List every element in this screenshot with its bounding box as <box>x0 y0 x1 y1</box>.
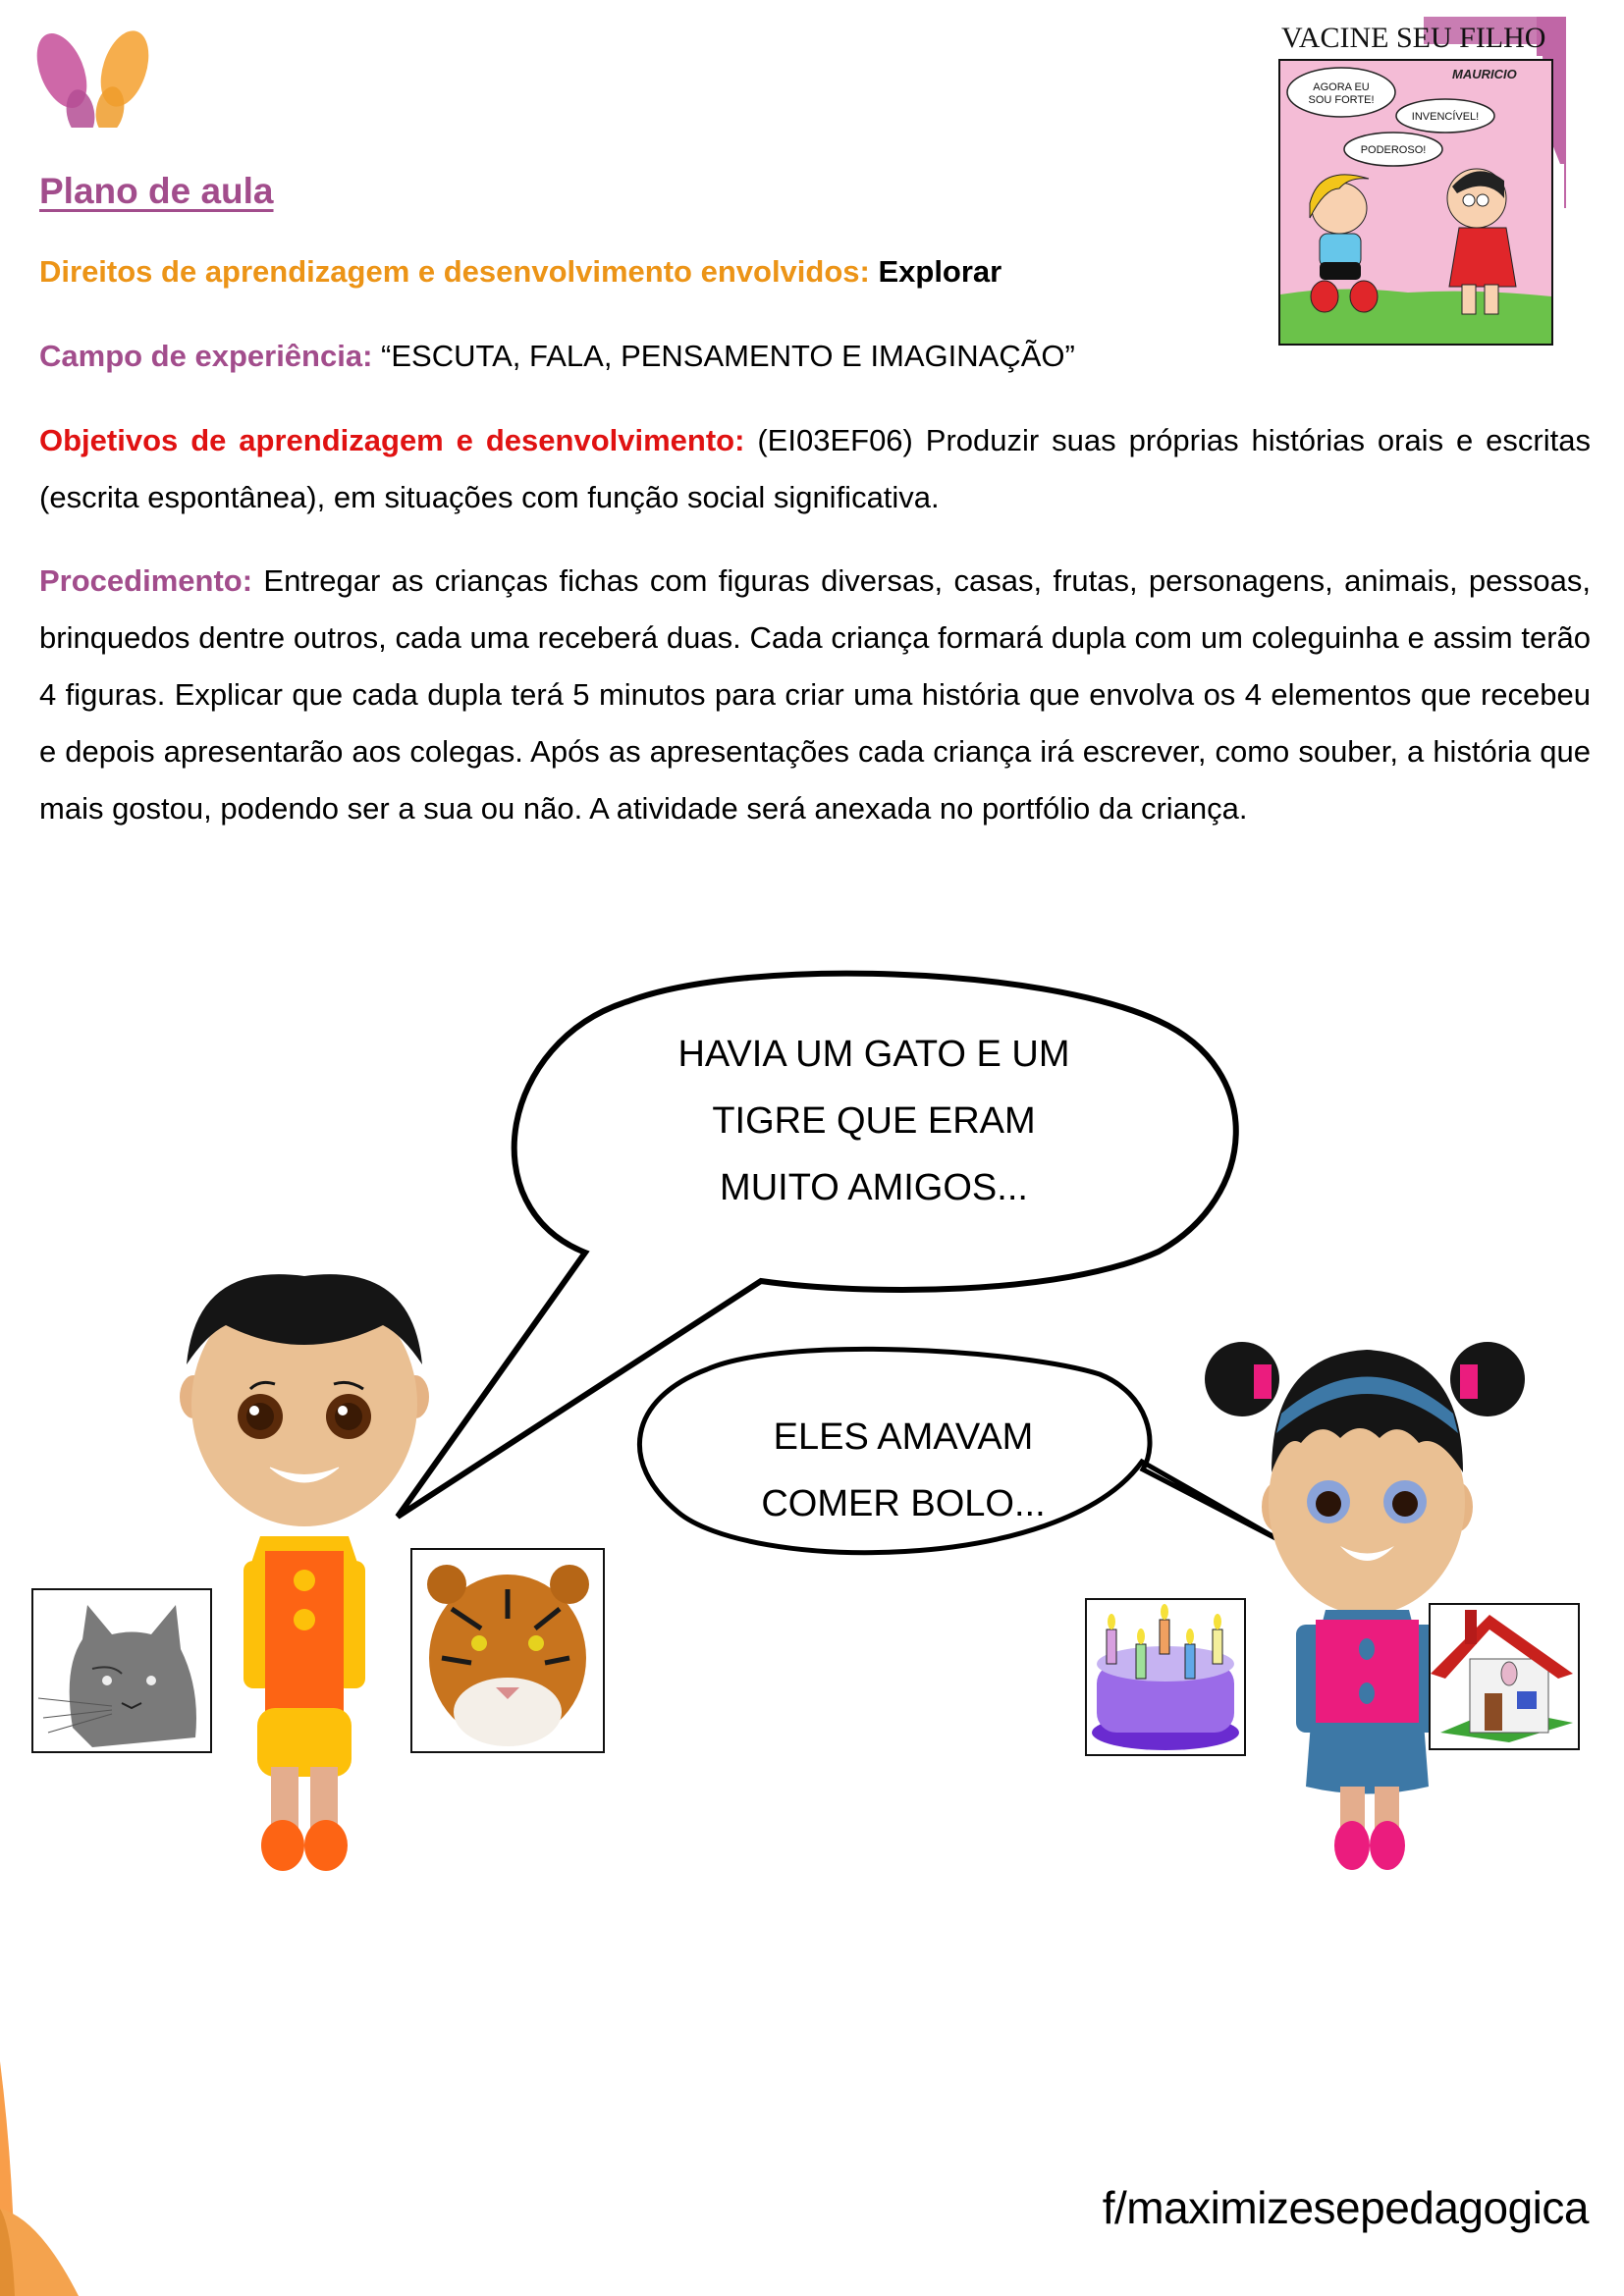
tiger-picture-card <box>410 1548 605 1753</box>
boy-bubble-line-1: HAVIA UM GATO E UM <box>677 1034 1070 1075</box>
rights-line <box>39 243 1001 300</box>
cat-picture-card <box>31 1588 212 1753</box>
cake-icon <box>1087 1600 1244 1754</box>
objectives-value: (EI03EF06) Produzir suas próprias histórias orais e escritas (escrita espontânea), em situações com função social significativa. <box>39 423 1591 514</box>
house-picture-card <box>1429 1603 1580 1750</box>
field-line <box>39 328 1075 385</box>
boy-speech-bubble <box>628 1021 1119 1221</box>
boy-bubble-line-2: TIGRE QUE ERAM <box>712 1100 1036 1142</box>
rights-label: Direitos de aprendizagem e desenvolvimento envolvidos: <box>39 254 870 289</box>
girl-bubble-line-1: ELES AMAVAM <box>773 1416 1034 1458</box>
corner-swoosh-decoration <box>0 2061 157 2296</box>
field-label: Campo de experiência: <box>39 339 373 373</box>
svg-text:PODEROSO!: PODEROSO! <box>1360 144 1427 156</box>
comic-signature: MAURICIO <box>1452 67 1517 81</box>
comic-illustration <box>1280 61 1551 344</box>
rights-value: Explorar <box>878 254 1002 289</box>
girl-speech-bubble <box>707 1404 1100 1537</box>
girl-character <box>1203 1325 1527 1875</box>
tiger-icon <box>412 1550 603 1751</box>
field-value: “ESCUTA, FALA, PENSAMENTO E IMAGINAÇÃO” <box>381 339 1075 373</box>
procedure-value: Entregar as crianças fichas com figuras diversas, casas, frutas, personagens, animais, pessoas, brinquedos dentre outros, cada uma receberá duas. Cada criança formará dupla com um coleguinha e assim terão 4 figuras. Explicar que cada dupla terá 5 minutos para criar uma história que envolva os 4 elementos que recebeu e depois apresentarão aos colegas. Após as apresentações cada criança irá escrever, como souber, a história que mais gostou, podendo ser a sua ou não. A atividade será anexada no portfólio da criança. <box>39 563 1591 826</box>
boy-bubble-line-3: MUITO AMIGOS... <box>720 1167 1028 1208</box>
house-icon <box>1431 1605 1578 1748</box>
comic-title: VACINE SEU FILHO <box>1281 22 1546 54</box>
procedure-paragraph <box>39 553 1591 837</box>
girl-bubble-line-2: COMER BOLO... <box>761 1483 1046 1524</box>
facebook-handle: f/maximizesepedagogica <box>1102 2182 1589 2233</box>
butterfly-logo-icon <box>29 29 157 128</box>
objectives-paragraph <box>39 412 1591 526</box>
page-title: Plano de aula <box>39 171 274 211</box>
cake-picture-card <box>1085 1598 1246 1756</box>
svg-text:SOU FORTE!: SOU FORTE! <box>1308 94 1375 106</box>
procedure-label: Procedimento: <box>39 563 253 598</box>
objectives-label: Objetivos de aprendizagem e desenvolvimento: <box>39 423 745 457</box>
svg-text:AGORA EU: AGORA EU <box>1313 81 1370 93</box>
svg-text:INVENCÍVEL!: INVENCÍVEL! <box>1411 111 1480 123</box>
boy-character <box>177 1266 432 1875</box>
cat-icon <box>33 1590 210 1751</box>
comic-strip-image <box>1278 59 1553 346</box>
